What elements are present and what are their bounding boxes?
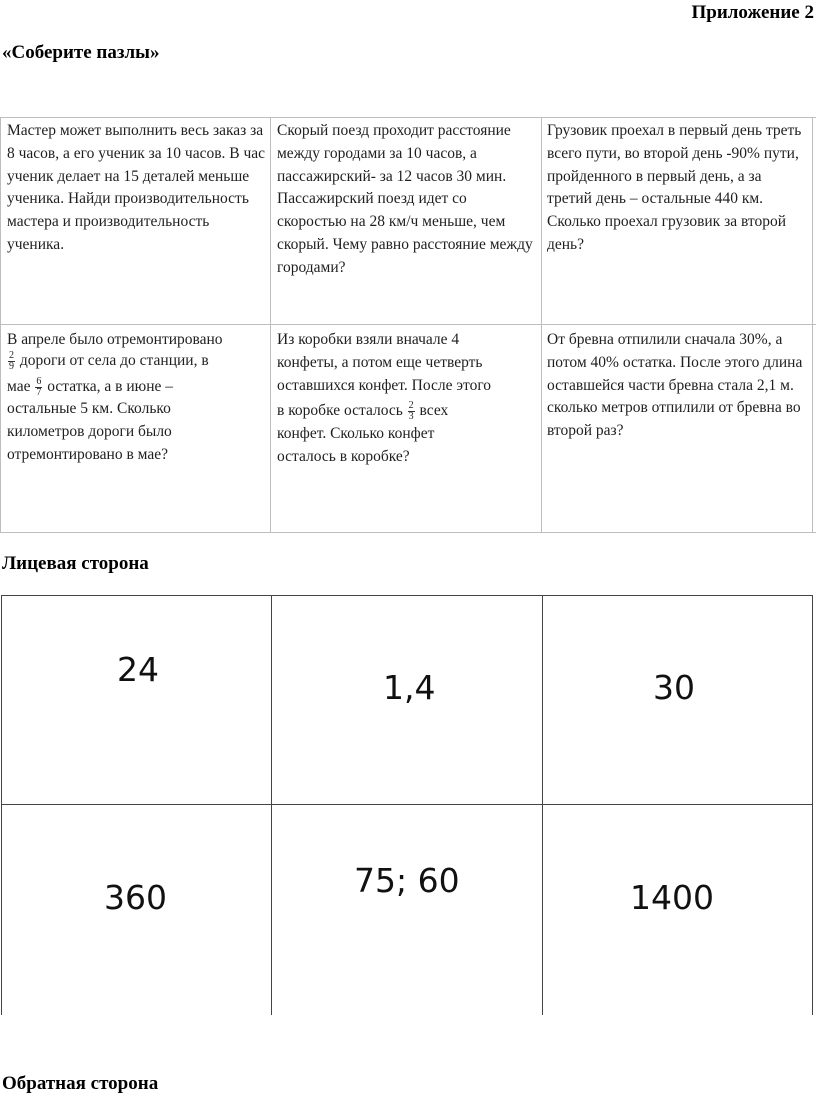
table-col-divider (270, 117, 271, 533)
grid-col-divider (542, 595, 543, 1015)
problem-4-line: В апреле было отремонтировано (7, 331, 223, 348)
back-side-label: Обратная сторона (2, 1073, 159, 1094)
page-title: «Соберите пазлы» (2, 42, 160, 63)
fraction-2-3: $\frac{2}{3}$ (408, 400, 414, 423)
answer-30: 30 (653, 668, 695, 707)
table-row-divider (0, 324, 816, 325)
problem-2: Скорый поезд проходит расстояние между городами за 10 часов, а пассажирский- за 12 часов 30 мин. Пассажирский поезд идет со скоростью на 28 км/ч меньше, чем скорый. Чему равно расстояние между городами? (277, 122, 533, 276)
grid-border-left (1, 595, 2, 1015)
problem-5-line: конфеты, а потом еще четверть (277, 353, 483, 371)
problem-5-line: Из коробки взяли вначале 4 (277, 331, 460, 348)
problem-6: От бревна отпилили сначала 30%, а потом 40% остатка. После этого длина оставшейся части бревна стала 2,1 м. сколько метров отпилили от бревна во второй раз? (547, 331, 803, 440)
grid-border-top (1, 595, 813, 596)
front-side-label: Лицевая сторона (2, 553, 149, 574)
problem-5-line: осталось в коробке? (277, 447, 410, 465)
grid-row-divider (1, 804, 813, 805)
answer-360: 360 (104, 878, 167, 917)
answer-24: 24 (117, 650, 159, 689)
problem-4-line: мае $\frac{6}{7}$ остатка, а в июне – (7, 375, 173, 398)
answer-75-60: 75; 60 (354, 861, 460, 900)
problem-4-line: $\frac{2}{9}$ дороги от села до станции, в (9, 349, 209, 372)
problem-4-line: остальные 5 км. Сколько (7, 400, 171, 418)
problem-1: Мастер может выполнить весь заказ за 8 часов, а его ученик за 10 часов. В час ученик делает на 15 деталей меньше ученика. Найди производительность мастера и производительность ученика. (7, 122, 266, 253)
problems-table (0, 117, 816, 533)
problem-4-line: километров дороги было (7, 423, 172, 441)
problem-5-line: в коробке осталось $\frac{2}{3}$ всех (277, 400, 449, 423)
problem-4-line: отремонтировано в мае? (7, 445, 169, 463)
answers-grid (1, 595, 813, 1015)
answer-1400: 1400 (630, 878, 714, 917)
problem-3: Грузовик проехал в первый день треть всего пути, во второй день -90% пути, пройденного в первый день, а за третий день – остальные 440 км. Сколько проехал грузовик за второй день? (547, 122, 802, 253)
problem-5-line: оставшихся конфет. После этого (277, 376, 492, 394)
table-border-right (812, 117, 813, 533)
table-border-top (0, 117, 816, 118)
table-col-divider (541, 117, 542, 533)
grid-border-right (812, 595, 813, 1015)
fraction-2-9: $\frac{2}{9}$ (9, 349, 14, 372)
problem-5 (277, 329, 541, 469)
table-border-left (0, 117, 1, 533)
appendix-label: Приложение 2 (691, 2, 814, 23)
problem-4 (7, 329, 271, 467)
fraction-6-7: $\frac{6}{7}$ (36, 375, 42, 398)
problem-5-line: конфет. Сколько конфет (277, 425, 435, 443)
answer-1-4: 1,4 (383, 668, 436, 707)
grid-col-divider (271, 595, 272, 1015)
table-border-bottom (0, 532, 816, 533)
